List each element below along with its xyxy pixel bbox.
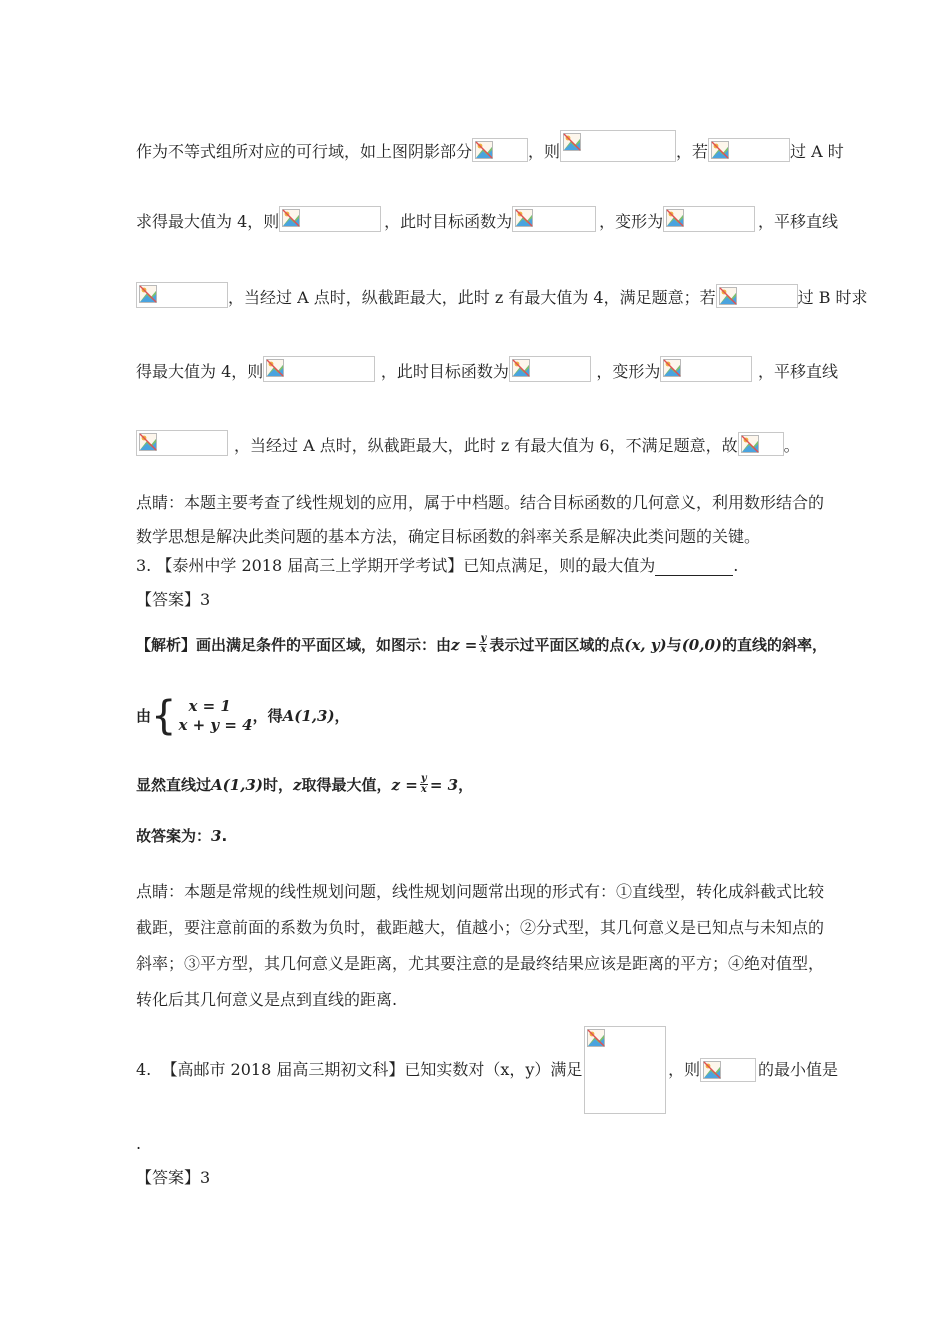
note-line: 斜率；③平方型，其几何意义是距离，尤其要注意的是最终结果应该是距离的平方；④绝对值型， xyxy=(136,954,825,973)
text: ，此时目标函数为 xyxy=(384,212,513,231)
question-number: 3. xyxy=(136,556,152,575)
denominator: x xyxy=(420,784,427,795)
question-4-lead xyxy=(136,1060,582,1080)
answer-label: 【答案】 xyxy=(136,1168,201,1187)
para1-line5 xyxy=(136,430,838,456)
para1-line3 xyxy=(136,282,868,308)
text: 。 xyxy=(783,436,800,455)
math-z: z = xyxy=(391,775,418,794)
math-answer: 3 xyxy=(211,827,222,845)
question-source: 【高邮市 2018 届高三期初文科】 xyxy=(161,1060,405,1079)
text: 画出满足条件的平面区域，如图示：由 xyxy=(196,635,452,654)
text: 的最小值是 xyxy=(757,1060,838,1079)
para1-line1 xyxy=(136,130,844,162)
formula-image xyxy=(708,138,790,162)
text: 由 xyxy=(136,707,152,725)
formula-image xyxy=(738,432,784,456)
text: 作为不等式组所对应的可行域，如上图阴影部分 xyxy=(136,142,473,161)
equation-system xyxy=(178,697,252,735)
math-point: (x, y) xyxy=(624,635,667,654)
text: ，此时目标函数为 xyxy=(380,362,509,381)
text: 时， xyxy=(262,775,293,794)
solution-3-line4 xyxy=(136,826,838,846)
math-point-a: A(1,3) xyxy=(211,775,263,794)
broken-image-icon xyxy=(475,141,493,159)
broken-image-icon xyxy=(719,287,737,305)
answer-blank xyxy=(655,559,733,576)
question-3 xyxy=(136,556,838,576)
text: ，当经过 A 点时，纵截距最大，此时 z 有最大值为 4，满足题意；若 xyxy=(228,288,716,307)
formula-image xyxy=(509,356,591,382)
broken-image-icon xyxy=(266,359,284,377)
formula-image xyxy=(512,206,596,232)
text: ，变形为 xyxy=(599,212,664,231)
solution-3-line2 xyxy=(136,694,838,738)
text: 故答案为： xyxy=(136,827,212,845)
formula-image xyxy=(660,356,752,382)
text: ， xyxy=(334,707,350,725)
answer-label: 【答案】 xyxy=(136,590,201,609)
text: ，平移直线 xyxy=(757,212,838,231)
math-z: z xyxy=(292,775,302,794)
text: 求得最大值为 4，则 xyxy=(136,212,280,231)
text: 的直线的斜率， xyxy=(721,635,827,654)
broken-image-icon xyxy=(711,141,729,159)
math-result: = 3 xyxy=(429,775,459,794)
text: . xyxy=(733,556,739,575)
note-line: 点睛：本题是常规的线性规划问题，线性规划问题常出现的形式有：①直线型，转化成斜截式比较 xyxy=(136,882,825,901)
question-source: 【泰州中学 2018 届高三上学期开学考试】 xyxy=(156,556,464,575)
brace: { xyxy=(151,693,177,739)
formula-image xyxy=(700,1058,756,1082)
formula-image xyxy=(263,356,375,382)
solution-3-line3 xyxy=(136,774,838,795)
para1-line4 xyxy=(136,356,838,382)
solution-label: 【解析】 xyxy=(136,635,197,654)
solution-3-line1 xyxy=(136,634,838,655)
text: . xyxy=(136,1134,142,1153)
numerator: y xyxy=(480,633,487,644)
note-line: 截距，要注意前面的系数为负时，截距越大，值越小；②分式型，其几何意义是已知点与未知点的 xyxy=(136,918,825,937)
math-origin: (0,0) xyxy=(681,635,722,654)
formula-image xyxy=(716,284,798,308)
broken-image-icon xyxy=(282,209,300,227)
text: ，平移直线 xyxy=(757,362,838,381)
broken-image-icon xyxy=(515,209,533,227)
answer-4 xyxy=(136,1168,838,1188)
text: 得最大值为 4，则 xyxy=(136,362,264,381)
formula-image xyxy=(663,206,755,232)
text: ，当经过 A 点时，纵截距最大，此时 z 有最大值为 6，不满足题意，故 xyxy=(234,436,738,455)
note1 xyxy=(136,486,838,554)
broken-image-icon xyxy=(703,1061,721,1079)
question-number: 4. xyxy=(136,1060,152,1079)
broken-image-icon xyxy=(139,433,157,451)
text: 表示过平面区域的点 xyxy=(489,635,625,654)
denominator: x xyxy=(480,644,487,655)
question-text: 已知点满足，则的最大值为 xyxy=(463,556,656,575)
formula-image xyxy=(560,130,676,162)
broken-image-icon xyxy=(563,133,581,151)
formula-image xyxy=(584,1026,666,1114)
broken-image-icon xyxy=(587,1029,605,1047)
formula-image xyxy=(136,430,228,456)
text: ，得 xyxy=(252,707,283,725)
note-line: 点睛：本题主要考查了线性规划的应用，属于中档题。结合目标函数的几何意义，利用数形结合的 xyxy=(136,493,825,512)
text: ， xyxy=(458,775,474,794)
fraction-y-over-x xyxy=(479,634,487,655)
text: . xyxy=(221,827,228,845)
note-line: 数学思想是解决此类问题的基本方法，确定目标函数的斜率关系是解决此类问题的关键。 xyxy=(136,527,761,546)
broken-image-icon xyxy=(741,435,759,453)
question-text: 已知实数对（x，y）满足 xyxy=(404,1060,583,1079)
para1-line2 xyxy=(136,206,838,232)
broken-image-icon xyxy=(666,209,684,227)
text: 过 B 时求 xyxy=(797,288,868,307)
formula-image xyxy=(472,138,528,162)
math-z: z = xyxy=(451,635,478,654)
text: ，则 xyxy=(528,142,561,161)
text: 显然直线过 xyxy=(136,775,212,794)
text: ，则 xyxy=(668,1060,701,1079)
numerator: y xyxy=(420,773,427,784)
fraction-y-over-x xyxy=(420,774,428,795)
broken-image-icon xyxy=(663,359,681,377)
note2 xyxy=(136,874,838,1018)
note-line: 转化后其几何意义是点到直线的距离. xyxy=(136,990,398,1009)
broken-image-icon xyxy=(139,285,157,303)
formula-image xyxy=(136,282,228,308)
text: 与 xyxy=(666,635,682,654)
equation: x + y = 4 xyxy=(178,716,253,734)
question-4 xyxy=(136,1026,838,1114)
text: 过 A 时 xyxy=(790,142,844,161)
text: ，变形为 xyxy=(596,362,661,381)
broken-image-icon xyxy=(512,359,530,377)
math-point-a: A(1,3) xyxy=(282,707,335,725)
text: 取得最大值， xyxy=(301,775,392,794)
answer-3 xyxy=(136,590,838,610)
formula-image xyxy=(279,206,381,232)
question-4-dot xyxy=(136,1134,838,1154)
answer-value: 3 xyxy=(200,590,211,609)
text: ，若 xyxy=(676,142,709,161)
equation: x = 1 xyxy=(188,697,231,715)
answer-value: 3 xyxy=(200,1168,211,1187)
